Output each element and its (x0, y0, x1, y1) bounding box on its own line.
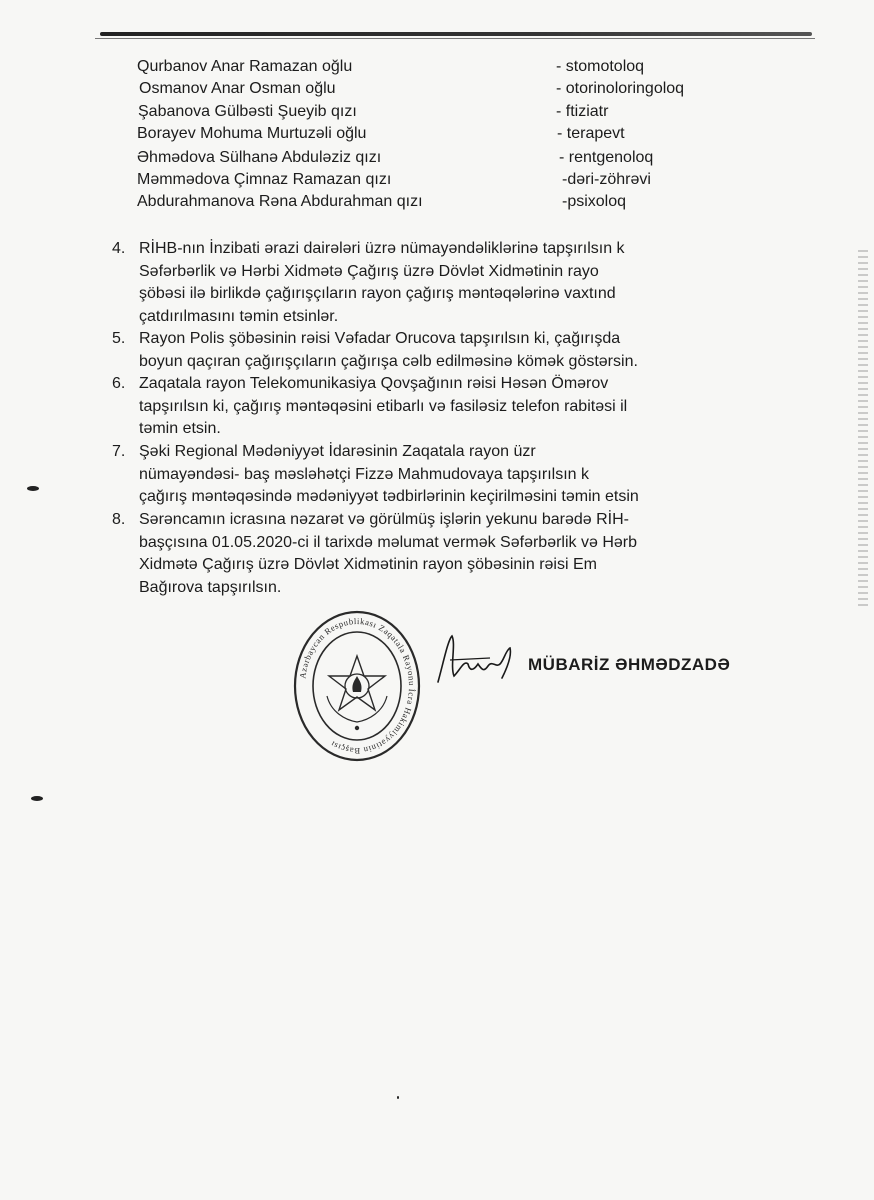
signer-name: MÜBARİZ ƏHMƏDZADƏ (528, 655, 731, 674)
specialist-role: - stomotoloq (556, 58, 645, 75)
specialist-role: -dəri-zöhrəvi (562, 171, 651, 188)
specialist-role: - terapevt (557, 125, 625, 142)
specialist-role: - otorinoloringoloq (556, 80, 685, 97)
specialist-name: Osmanov Anar Osman oğlu (139, 80, 336, 97)
specialist-name: Abdurahmanova Rəna Abdurahman qızı (137, 193, 423, 210)
item-number: 7. (112, 443, 126, 460)
scan-speck (397, 1096, 399, 1099)
item-number: 5. (112, 330, 126, 347)
order-item (112, 373, 772, 441)
scan-speck (31, 796, 43, 801)
item-text: Şəki Regional Mədəniyyət İdarəsinin Zaqatala rayon üzr nümayəndəsi- baş məsləhətçi Fizzə Mahmudovaya tapşırılsın k çağırış məntəqəsində mədəniyyət tədbirlərinin keçirilməsini təmin etsin (139, 443, 639, 505)
specialist-name: Əhmədova Sülhanə Abduləziz qızı (137, 149, 382, 166)
header-rule (100, 32, 812, 36)
order-item (112, 441, 772, 509)
seal-text: Azərbaycan Respublikası Zaqatala Rayonu İcra Hakimiyyətinin Başçısı (297, 615, 418, 757)
specialist-role: - ftiziatr (556, 103, 609, 120)
header-rule-thin (95, 38, 815, 39)
item-text: Zaqatala rayon Telekomunikasiya Qovşağının rəisi Həsən Ömərov tapşırılsın ki, çağırış məntəqəsini etibarlı və fasiləsiz telefon rabitəsi il təmin etsin. (139, 375, 628, 437)
order-item (112, 238, 772, 328)
specialist-name: Borayev Mohuma Murtuzəli oğlu (137, 125, 367, 142)
scan-speck (27, 486, 39, 491)
item-text: RİHB-nın İnzibati ərazi dairələri üzrə nümayəndəliklərinə tapşırılsın k Səfərbərlik və Hərbi Xidmətə Çağırış üzrə Dövlət Xidmətinin rayo şöbəsi ilə birlikdə çağırışçıların rayon çağırış məntəqələrinə vaxtınd çatdırılmasını təmin etsinlər. (139, 240, 625, 325)
item-text: Sərəncamın icrasına nəzarət və görülmüş işlərin yekunu barədə RİH- başçısına 01.05.2020-ci il tarixdə məlumat vermək Səfərbərlik və Hərb Xidmətə Çağırış üzrə Dövlət Xidmətinin rayon şöbəsinin rəisi Em Bağırova tapşırılsın. (139, 511, 637, 596)
specialist-name: Şabanova Gülbəsti Şueyib qızı (138, 103, 357, 120)
item-number: 4. (112, 240, 126, 257)
coat-of-arms-icon (327, 656, 387, 730)
specialist-role: - rentgenoloq (559, 149, 654, 166)
order-item (112, 328, 772, 373)
item-text: Rayon Polis şöbəsinin rəisi Vəfadar Orucova tapşırılsın ki, çağırışda boyun qaçıran çağırışçıların çağırışa cəlb edilməsinə kömək göstərsin. (139, 330, 638, 370)
order-item (112, 509, 772, 599)
item-number: 8. (112, 511, 126, 528)
official-seal (292, 606, 422, 766)
specialist-name: Qurbanov Anar Ramazan oğlu (137, 58, 353, 75)
scan-edge-noise (858, 250, 868, 610)
item-number: 6. (112, 375, 126, 392)
specialist-name: Məmmədova Çimnaz Ramazan qızı (137, 171, 392, 188)
signature-mark (430, 630, 520, 690)
specialist-role: -psixoloq (562, 193, 627, 210)
